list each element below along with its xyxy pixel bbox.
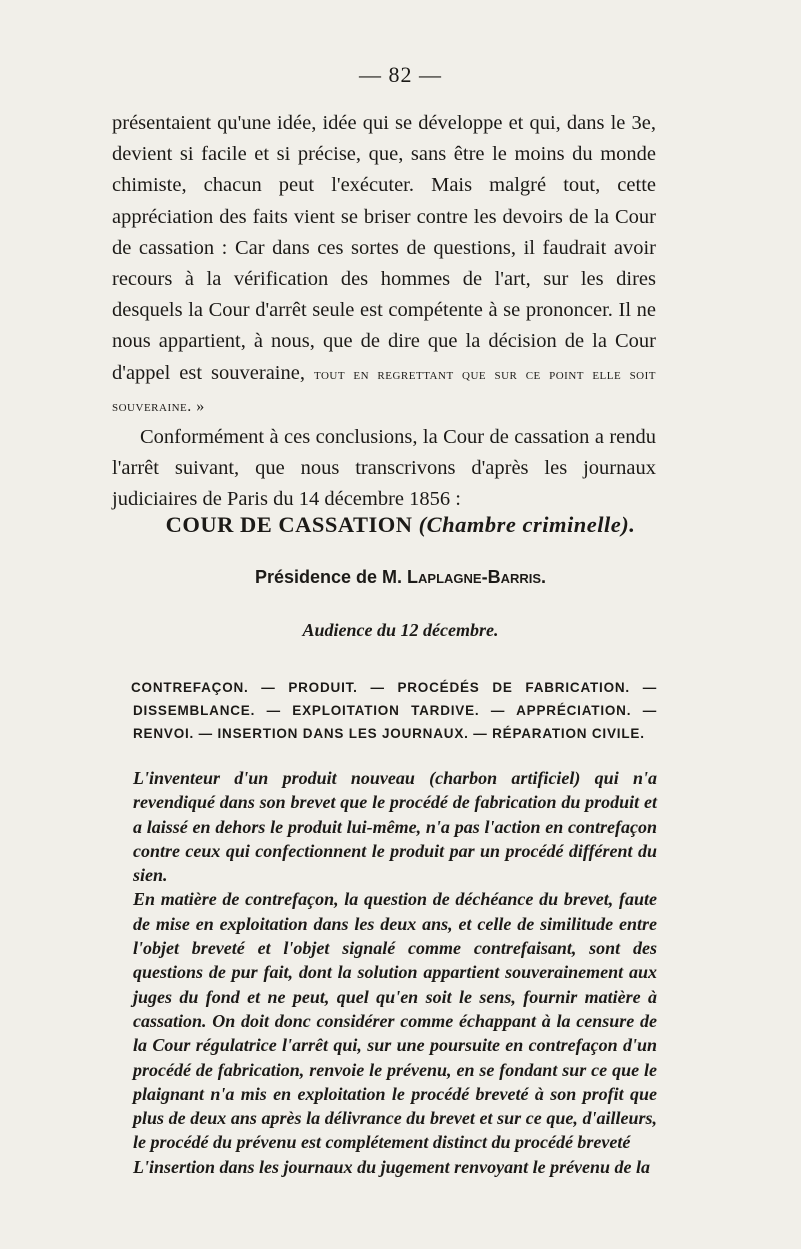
body-text [112,108,656,516]
paragraph-1-smallcaps: tout en regrettant que sur ce point elle soit souveraine. » [112,365,657,415]
keywords-heading: CONTREFAÇON. — PRODUIT. — PROCÉDÉS DE FABRICATION. — DISSEMBLANCE. — EXPLOITATION TARDIVE. — APPRÉCIATION. — RENVOI. — INSERTION DANS LES JOURNAUX. — RÉPARATION CIVILE. [131,680,657,741]
paragraph-1-text: présentaient qu'une idée, idée qui se développe et qui, dans le 3e, devient si facile et si précise, que, sans être le moins du monde chimiste, chacun peut l'exécuter. Mais malgré tout, cette appréciation des faits vient se briser contre les devoirs de la Cour de cassation : Car dans ces sortes de questions, il faudrait avoir recours à la vérification des hommes de l'art, sur les dires desquels la Cour d'arrêt seule est compétente à se prononcer. Il ne nous appartient, à nous, que de dire que la décision de la Cour d'appel est souveraine, [112,112,656,384]
summary-paragraph-3: L'insertion dans les journaux du jugement renvoyant le prévenu de la [133,1156,651,1177]
court-name: COUR DE CASSATION [165,512,413,537]
president-name: Laplagne-Barris. [407,567,547,587]
presidence-line [0,567,801,588]
summary-paragraph-1: L'inventeur d'un produit nouveau (charbon artificiel) qui n'a revendiqué dans son brevet que le procédé de fabrication du produit et a laissé en dehors le produit lui-même, n'a pas l'action en contrefaçon contre ceux qui confectionnent le produit par un procédé différent du sien. [133,768,657,886]
page-number: — 82 — [359,62,442,87]
court-title [0,512,801,538]
case-summary [133,766,657,1179]
summary-paragraph-2: En matière de contrefaçon, la question de déchéance du brevet, faute de mise en exploitation dans les deux ans, et celle de similitude entre l'objet breveté et l'objet signalé comme contrefaisant, sont des questions de pur fait, dont la solution appartient souverainement aux juges du fond et ne peut, quel qu'en soit le sens, fournir matière à cassation. On doit donc considérer comme échappant à la censure de la Cour régulatrice l'arrêt qui, sur une poursuite en contrefaçon d'un procédé de fabrication, renvoie le prévenu, en se fondant sur ce que le plaignant n'a mis en exploitation le procédé breveté à son profit que plus de deux ans après la délivrance du brevet et sur ce que, d'ailleurs, le procédé du prévenu est complétement distinct du procédé breveté [133,889,657,1153]
paragraph-1 [112,108,656,422]
audience-date: Audience du 12 décembre. [302,620,499,640]
paragraph-2: Conformément à ces conclusions, la Cour de cassation a rendu l'arrêt suivant, que nous transcrivons d'après les journaux judiciaires de Paris du 14 décembre 1856 : [112,426,656,511]
court-chamber: (Chambre criminelle). [418,512,636,537]
presidence-prefix: Présidence de M. [254,567,408,587]
